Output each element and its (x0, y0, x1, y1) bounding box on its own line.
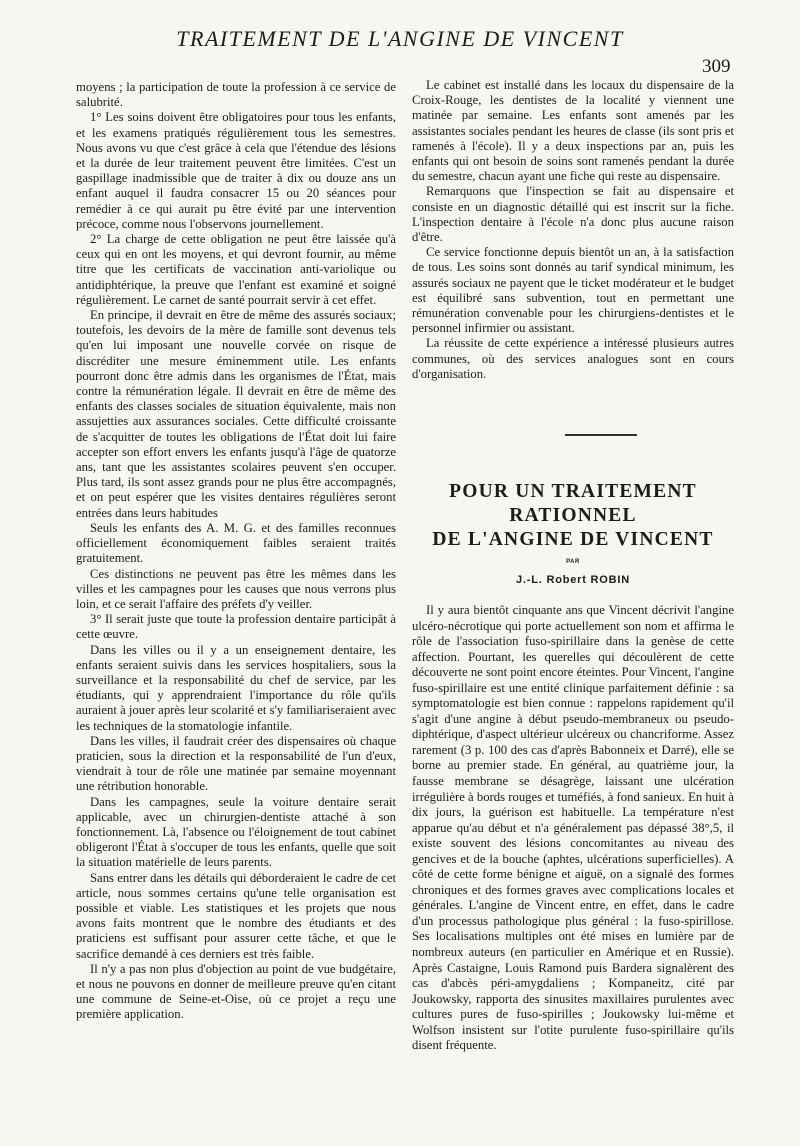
paragraph: Dans les villes ou il y a un enseignement dentaire, les enfants seraient suivis dans les services hospitaliers, sous la surveillance et la responsabilité du chef de service, par les étudiants, qui y apprendraient l'importance du rôle qu'ils auraient à jouer après leur scolarité et s'y familiariseraient avec les techniques de la stomatologie infantile. (76, 642, 396, 733)
left-column (76, 80, 396, 1023)
article-title-line: POUR UN TRAITEMENT (449, 481, 697, 502)
paragraph: Dans les campagnes, seule la voiture dentaire serait applicable, avec un chirurgien-dentiste attaché à son fonctionnement. Là, l'absence ou l'éloignement de tout cabinet obligeront l'État à s'occuper de tous les enfants, quelle que soit la situation matérielle de leurs parents. (76, 794, 396, 870)
paragraph: Ces distinctions ne peuvent pas être les mêmes dans les villes et les campagnes pour les causes que nous verrons plus loin, et ce serait l'affaire des préfets d'y veiller. (76, 566, 396, 611)
paragraph: Sans entrer dans les détails qui déborderaient le cadre de cet article, nous sommes certains qu'une telle organisation est possible et viable. Les statistiques et les projets que nous avons faits montrent que le nombre des étudiants et des praticiens est suffisant pour assurer cette tâche, et que le sacrifice demandé à ces derniers est très faible. (76, 870, 396, 961)
paragraph: 2° La charge de cette obligation ne peut être laissée qu'à ceux qui en ont les moyens, et qui devront fournir, au même titre que les certificats de vaccination anti-variolique ou antidiphtérique, la preuve que l'enfant est examiné et soigné régulièrement. Le carnet de santé pourrait servir à cet effet. (76, 232, 396, 307)
paragraph: La réussite de cette expérience a intéressé plusieurs autres communes, où des services analogues sont en cours d'organisation. (412, 336, 734, 381)
section-divider (565, 434, 637, 436)
paragraph: En principe, il devrait en être de même des assurés sociaux; toutefois, les devoirs de la mère de famille sont devenus tels qu'en lui imposant une nouvelle corvée on risque de discréditer une mesure éminemment utile. Les enfants pourront donc être admis dans les organismes de l'État, mais contre la rémunération légale. Il devrait en être de même des enfants des classes sociales de situation équivalente, mais non assujetties aux assurances sociales. Cette difficulté croissante de s'acquitter de toutes les obligations de l'État doit lui faire accepter son effort envers les enfants jusqu'à l'âge de quatorze ans, tant que les assistantes scolaires peuvent s'en occuper. Plus tard, ils sont assez grands pour ne plus être accompagnés, et on peut espérer que les visites dentaires régulières seront entrées dans leurs habitudes (76, 308, 396, 520)
paragraph: Seuls les enfants des A. M. G. et des familles reconnues officiellement économiquement faibles seraient traités gratuitement. (76, 520, 396, 566)
right-column-top (412, 78, 734, 382)
paragraph: 1° Les soins doivent être obligatoires pour tous les enfants, et les examens pratiqués régulièrement tous les semestres. Nous avons vu que c'est grâce à cela que l'étendue des lésions et la durée de leur traitement peuvent être limitées. C'est un gaspillage inadmissible que de traiter à dix ou douze ans un enfant auquel il faudra consacrer 15 ou 20 séances pour remédier à ce qui aurait pu être évité par une intervention précoce, comme nous l'observons journellement. (76, 110, 396, 231)
paragraph: Remarquons que l'inspection se fait au dispensaire et consiste en un diagnostic détaillé qui est inscrit sur la fiche. L'inspection dentaire à l'école n'a donc plus aucune raison d'être. (412, 184, 734, 245)
paragraph: Il y aura bientôt cinquante ans que Vincent décrivit l'angine ulcéro-nécrotique qui porte actuellement son nom et affirma le rôle de l'association fuso-spirillaire dans la genèse de cette affection. Pourtant, les querelles qui découlèrent de cette découverte ne sont point encore éteintes. Pour Vincent, l'angine fuso-spirillaire est une entité clinique parfaitement définie : sa symptomatologie est bien connue : rappelons rapidement qu'il s'agit d'une angine à début pseudo-membraneux ou pseudo-diphtérique, d'aspect ultérieur ulcéreux ou chancriforme. Assez rarement (3 p. 100 des cas d'après Babonneix et Darré), elle se borne au premier stade. En général, au quatrième jour, la fausse membrane se désagrège, laissant une ulcération irrégulière à bords rouges et tuméfiés, à fond sanieux. En huit à dix jours, la guérison est habituelle. La température n'est apparue qu'au début et n'a généralement pas dépassé 38°,5, il existe souvent des lésions concomitantes au niveau des gencives et de la bouche (aphtes, ulcérations superficielles). A côté de cette forme bénigne et aiguë, on a signalé des formes chroniques et des formes graves avec complications locales et générales. L'angine de Vincent entre, en effet, dans le cadre d'un processus pathologique plus général : la fuso-spirillose. Ses localisations multiples ont été mises en lumière par de nombreux auteurs (en particulier en Amérique et en Russie). Après Castaigne, Louis Ramond puis Bardera signalèrent des cas d'abcès péri-amygdaliens ; Kompaneitz, cité par Joukowsky, rapporta des sinusites maxillaires purulentes avec cultures pures de fuso-spirilles ; Joukowsky lui-même et Wolfson insistent sur l'otite purulente fuso-spirillaire qu'ils disent fréquente. (412, 603, 734, 1053)
article-title (412, 480, 734, 552)
running-head: TRAITEMENT DE L'ANGINE DE VINCENT (176, 26, 624, 51)
paragraph: Ce service fonctionne depuis bientôt un an, à la satisfaction de tous. Les soins sont donnés au tarif syndical minimum, les assurés sociaux ne payent que le ticket modérateur et le budget est équilibré sans subvention, tout en permettant une rémunération convenable pour les chirurgiens-dentistes et le personnel infirmier ou assistant. (412, 245, 734, 336)
article-body (412, 603, 734, 1054)
byline-par: PAR (566, 559, 580, 565)
paragraph: moyens ; la participation de toute la profession à ce service de salubrité. (76, 80, 396, 110)
byline-author: J.-L. Robert ROBIN (515, 574, 630, 586)
paragraph: Il n'y a pas non plus d'objection au point de vue budgétaire, et nous ne pouvons en donner de meilleure preuve qu'en citant une commune de Seine-et-Oise, où ce projet a reçu une première application. (76, 961, 396, 1022)
article-title-line: RATIONNEL (509, 505, 637, 526)
page-number: 309 (702, 56, 731, 77)
paragraph: Dans les villes, il faudrait créer des dispensaires où chaque praticien, sous la direction et la responsabilité de l'un d'eux, viendrait à tour de rôle une matinée par semaine moyennant une rétribution honorable. (76, 733, 396, 794)
paragraph: 3° Il serait juste que toute la profession dentaire participât à cette œuvre. (76, 612, 396, 642)
article-title-line: DE L'ANGINE DE VINCENT (432, 529, 714, 550)
paragraph: Le cabinet est installé dans les locaux du dispensaire de la Croix-Rouge, les dentistes de la localité y viennent une matinée par semaine. Les enfants sont amenés par les assistantes sociales pendant les heures de classe (ils sont pris et ramenés à l'école). Il y a deux inspections par an, puis les enfants qui ont besoin de soins sont ramenés pendant la durée du semestre, chacun ayant une fiche qui reste au dispensaire. (412, 78, 734, 184)
